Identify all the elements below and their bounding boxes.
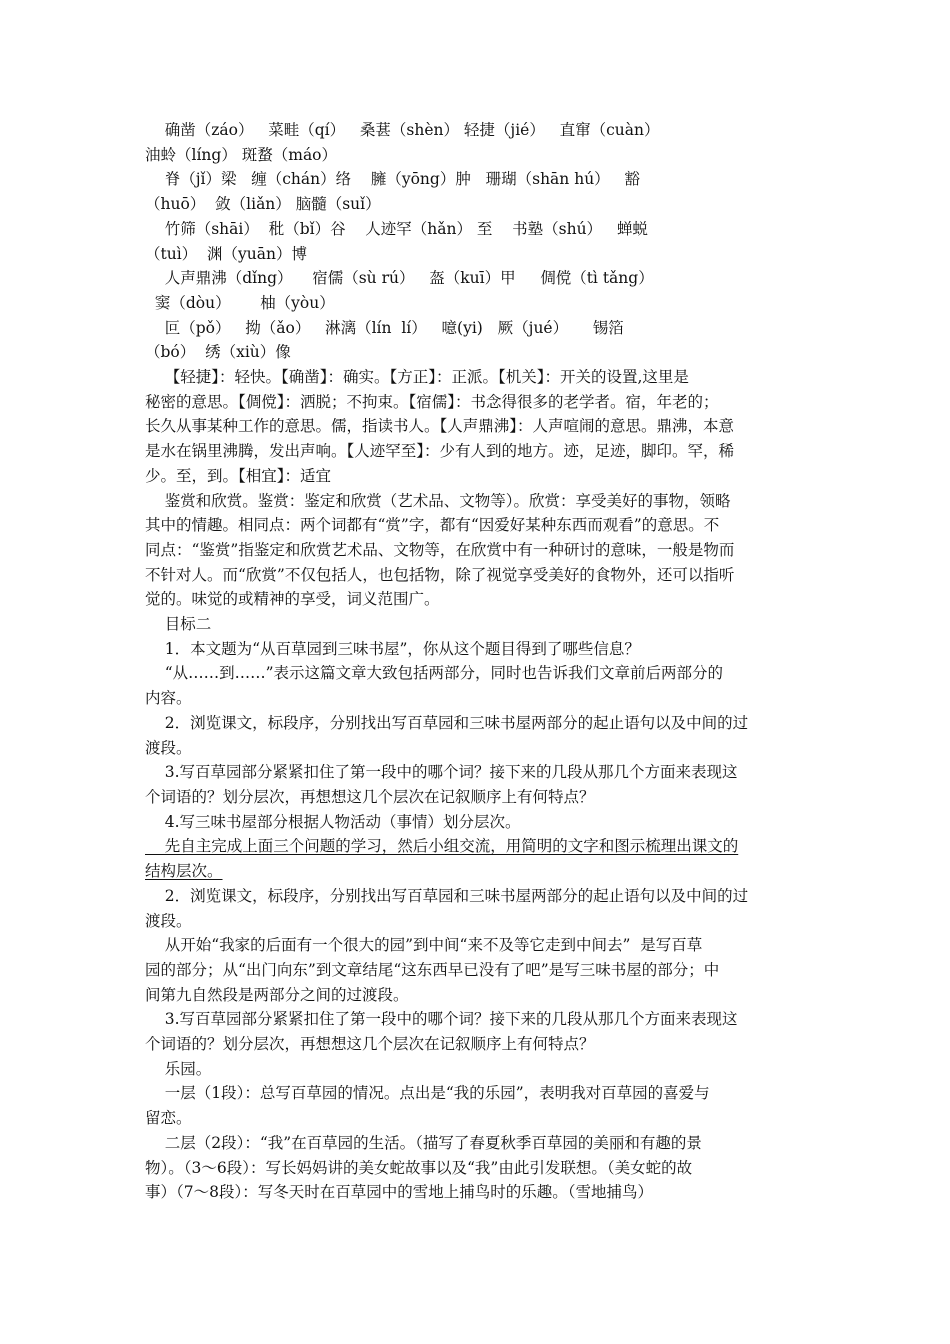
comparison-line: 觉的。味觉的或精神的享受，词义范围广。: [145, 590, 440, 609]
vocab-line: （tuì） 渊（yuān）博: [145, 244, 307, 263]
vocab-line: 脊（jǐ）梁 缠（chán）络 臃（yōng）肿 珊瑚（shān hú） 豁: [145, 170, 640, 189]
definition-line: 长久从事某种工作的意思。儒，指读书人。【人声鼎沸】：人声喧闹的意思。鼎沸，本意: [145, 417, 735, 436]
question-line: 渡段。: [145, 911, 192, 930]
vocab-line: 人声鼎沸（dǐng） 宿儒（sù rú） 盔（kuī）甲 倜傥（tì tǎng）: [145, 269, 654, 288]
instruction-line-underlined: 结构层次。: [145, 862, 223, 881]
comparison-line: 鉴赏和欣赏。鉴赏：鉴定和欣赏（艺术品、文物等）。欣赏：享受美好的事物，领略: [145, 491, 731, 510]
definition-line: 秘密的意思。【倜傥】：洒脱；不拘束。【宿儒】：书念得很多的老学者。宿，年老的；: [145, 392, 719, 411]
answer-line: 内容。: [145, 689, 192, 708]
vocab-line: （huō） 敛（liǎn） 脑髓（suǐ）: [145, 195, 381, 214]
answer-line: “从……到……”表示这篇文章大致包括两部分，同时也告诉我们文章前后两部分的: [145, 664, 724, 683]
question-line: 3.写百草园部分紧紧扣住了第一段中的哪个词？接下来的几段从那几个方面来表现这: [145, 1010, 738, 1029]
question-line: 2．浏览课文，标段序，分别找出写百草园和三味书屋两部分的起止语句以及中间的过: [145, 886, 749, 905]
definition-line: 是水在锅里沸腾，发出声响。【人迹罕至】：少有人到的地方。迹，足迹，脚印。罕，稀: [145, 442, 735, 461]
definition-line: 【轻捷】：轻快。【确凿】：确实。【方正】：正派。【机关】：开关的设置,这里是: [145, 368, 689, 387]
vocab-line: 确凿（záo） 菜畦（qí） 桑葚（shèn） 轻捷（jié） 直窜（cuàn）: [145, 121, 660, 139]
question-line: 4.写三味书屋部分根据人物活动（事情）划分层次。: [145, 812, 521, 831]
question-line: 2．浏览课文，标段序，分别找出写百草园和三味书屋两部分的起止语句以及中间的过: [145, 713, 749, 732]
answer-line: 园的部分；从“出门向东”到文章结尾“这东西早已没有了吧”是写三味书屋的部分；中: [145, 960, 720, 979]
question-line: 个词语的？划分层次，再想想这几个层次在记叙顺序上有何特点？: [145, 1035, 595, 1054]
document-page: [145, 118, 807, 1205]
answer-line: 二层（2段）：“我”在百草园的生活。（描写了春夏秋季百草园的美丽和有趣的景: [145, 1133, 702, 1152]
question-line: 个词语的？划分层次，再想想这几个层次在记叙顺序上有何特点？: [145, 787, 595, 806]
answer-line: 事）（7～8段）：写冬天时在百草园中的雪地上捕鸟时的乐趣。（雪地捕鸟）: [145, 1183, 653, 1202]
definition-line: 少。至，到。【相宜】：适宜: [145, 466, 332, 485]
question-line: 3.写百草园部分紧紧扣住了第一段中的哪个词？接下来的几段从那几个方面来表现这: [145, 763, 738, 782]
answer-line: 物）。（3～6段）：写长妈妈讲的美女蛇故事以及“我”由此引发联想。（美女蛇的故: [145, 1158, 693, 1177]
vocab-line: （bó） 绣（xiù）像: [145, 343, 291, 362]
answer-line: 留恋。: [145, 1109, 192, 1128]
vocab-line: 叵（pǒ） 拗（ǎo） 淋漓（lín lí） 噫(yi) 厥（jué） 锡箔: [145, 318, 624, 337]
answer-line: 乐园。: [145, 1059, 212, 1078]
section-heading: 目标二: [145, 615, 212, 634]
vocab-line: 油蛉（líng） 斑蝥（máo）: [145, 145, 338, 164]
vocab-line: 竹筛（shāi） 秕（bǐ）谷 人迹罕（hǎn） 至 书塾（shú） 蝉蜕: [145, 219, 648, 238]
answer-line: 间第九自然段是两部分之间的过渡段。: [145, 985, 409, 1004]
comparison-line: 同点：“鉴赏”指鉴定和欣赏艺术品、文物等，在欣赏中有一种研讨的意味，一般是物而: [145, 540, 735, 559]
answer-line: 从开始“我家的后面有一个很大的园”到中间“来不及等它走到中间去” 是写百草: [145, 936, 703, 955]
answer-line: 一层（1段）：总写百草园的情况。点出是“我的乐园”，表明我对百草园的喜爱与: [145, 1084, 710, 1103]
question-line: 渡段。: [145, 738, 192, 757]
question-line: 1．本文题为“从百草园到三味书屋”，你从这个题目得到了哪些信息？: [145, 639, 640, 658]
comparison-line: 不针对人。而“欣赏”不仅包括人，也包括物，除了视觉享受美好的食物外，还可以指听: [145, 565, 735, 584]
instruction-line-underlined: 先自主完成上面三个问题的学习，然后小组交流，用简明的文字和图示梳理出课文的: [145, 837, 739, 856]
comparison-line: 其中的情趣。相同点：两个词都有“赏”字，都有“因爱好某种东西而观看”的意思。不: [145, 516, 720, 535]
vocab-line: 窦（dòu） 柚（yòu）: [145, 293, 335, 312]
